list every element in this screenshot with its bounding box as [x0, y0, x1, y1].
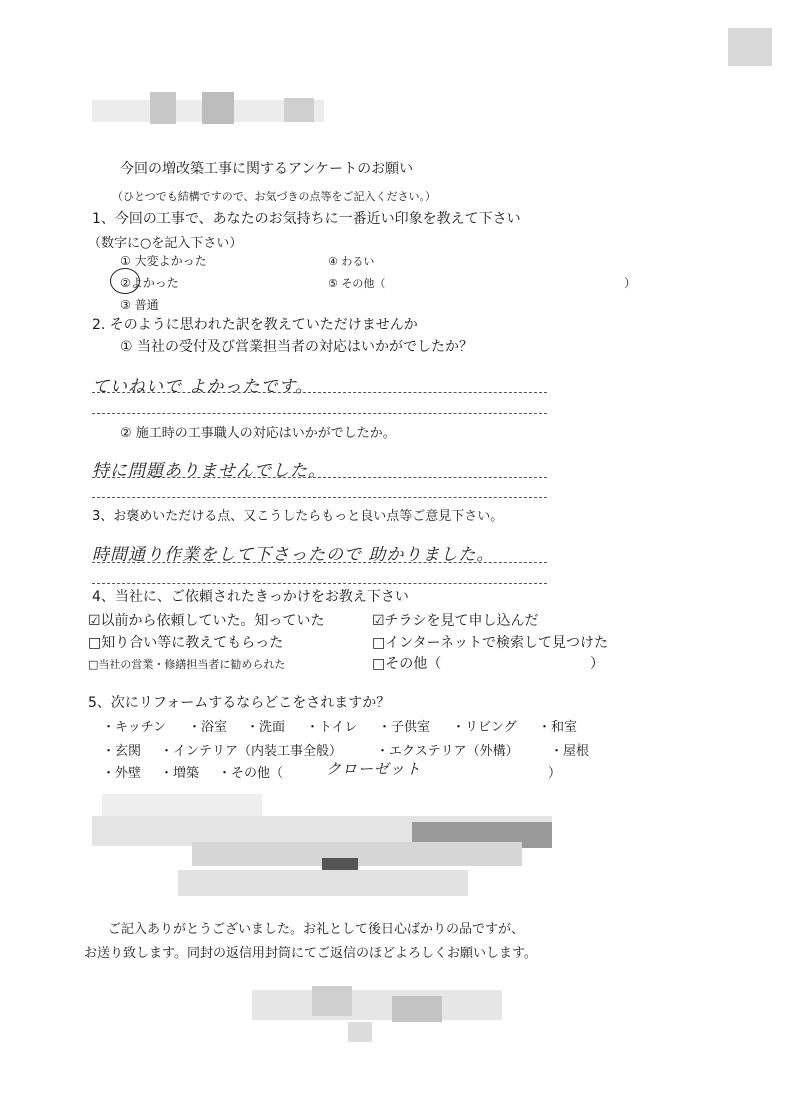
- q1-option-2: ②よかった: [120, 276, 179, 290]
- redacted-footer: [252, 986, 502, 1046]
- q5-item-exterior: ・エクステリア（外構）: [376, 744, 519, 759]
- q5-other-close: ）: [548, 766, 562, 781]
- answer-line: [92, 392, 547, 393]
- redacted-company-block: [92, 792, 562, 902]
- answer-line: [92, 477, 547, 478]
- q5-item-living: ・リビング: [452, 720, 517, 735]
- q5-item-toilet: ・トイレ: [306, 720, 358, 735]
- q4-option-5: □当社の営業・修繕担当者に勧められた: [88, 658, 286, 671]
- q5-other-answer: クローゼット: [326, 760, 422, 778]
- q3-question: 3、お褒めいただける点、又こうしたらもっと良い点等ご意見下さい。: [92, 509, 504, 524]
- answer-line: [92, 497, 547, 498]
- q4-question: 4、当社に、ご依頼されたきっかけをお教え下さい: [92, 589, 409, 605]
- q1-other-close: ）: [624, 276, 637, 290]
- q5-item-interior: ・インテリア（内装工事全般）: [160, 744, 343, 759]
- q5-item-japanese-room: ・和室: [538, 720, 578, 735]
- q4-option-6: □その他（: [372, 656, 442, 672]
- q2-sub2: ② 施工時の工事職人の対応はいかがでしたか。: [120, 426, 396, 441]
- q2-question: 2. そのように思われた訳を教えていただけませんか: [92, 317, 418, 333]
- q1-question: 1、今回の工事で、あなたのお気持ちに一番近い印象を教えて下さい: [92, 211, 521, 227]
- answer-line: [92, 562, 547, 563]
- q1-instruction: （数字に○を記入下さい）: [88, 236, 243, 251]
- answer-line: [92, 583, 547, 584]
- q2-sub1: ① 当社の受付及び営業担当者の対応はいかがでしたか？: [120, 339, 473, 355]
- q5-item-roof: ・屋根: [550, 744, 590, 759]
- q5-item-extension: ・増築: [160, 766, 200, 781]
- q4-option-1: ☑以前から依頼していた。知っていた: [88, 613, 325, 629]
- q5-question: 5、次にリフォームするならどこをされますか？: [88, 695, 391, 711]
- q1-option-5: ⑤ その他（: [328, 277, 386, 290]
- q2-answer1: ていねいで よかったです。: [92, 377, 314, 397]
- q4-option-4: □インターネットで検索して見つけた: [372, 635, 608, 651]
- q5-item-bathroom: ・浴室: [188, 720, 228, 735]
- q3-answer: 時間通り作業をして下さったので 助かりました。: [92, 545, 495, 565]
- q5-item-other: ・その他（: [218, 766, 284, 781]
- closing-line-1: ご記入ありがとうございました。お礼として後日心ばかりの品ですが、: [108, 922, 525, 937]
- page-subtitle: （ひとつでも結構ですので、お気づきの点等をご記入ください。）: [112, 190, 437, 203]
- q4-other-close: ）: [590, 656, 604, 672]
- q5-item-washroom: ・洗面: [246, 720, 286, 735]
- redacted-corner-mark: [728, 28, 772, 66]
- q1-option-3: ③ 普通: [120, 298, 159, 312]
- q1-option-1: ① 大変よかった: [120, 254, 207, 268]
- answer-line: [92, 413, 547, 414]
- q5-item-entrance: ・玄関: [102, 744, 142, 759]
- q2-answer2: 特に問題ありませんでした。: [92, 461, 326, 481]
- q1-selected-circle: [110, 268, 140, 294]
- redacted-header-name: [92, 92, 324, 126]
- closing-line-2: お送り致します。同封の返信用封筒にてご返信のほどよろしくお願いします。: [84, 946, 537, 961]
- q5-item-kids-room: ・子供室: [378, 720, 431, 735]
- page-title: 今回の増改築工事に関するアンケートのお願い: [120, 161, 414, 177]
- q5-item-outer-wall: ・外壁: [102, 766, 142, 781]
- q1-option-4: ④ わるい: [328, 255, 375, 268]
- q4-option-3: □知り合い等に教えてもらった: [88, 635, 284, 651]
- q5-item-kitchen: ・キッチン: [102, 720, 167, 735]
- q4-option-2: ☑チラシを見て申し込んだ: [372, 613, 539, 629]
